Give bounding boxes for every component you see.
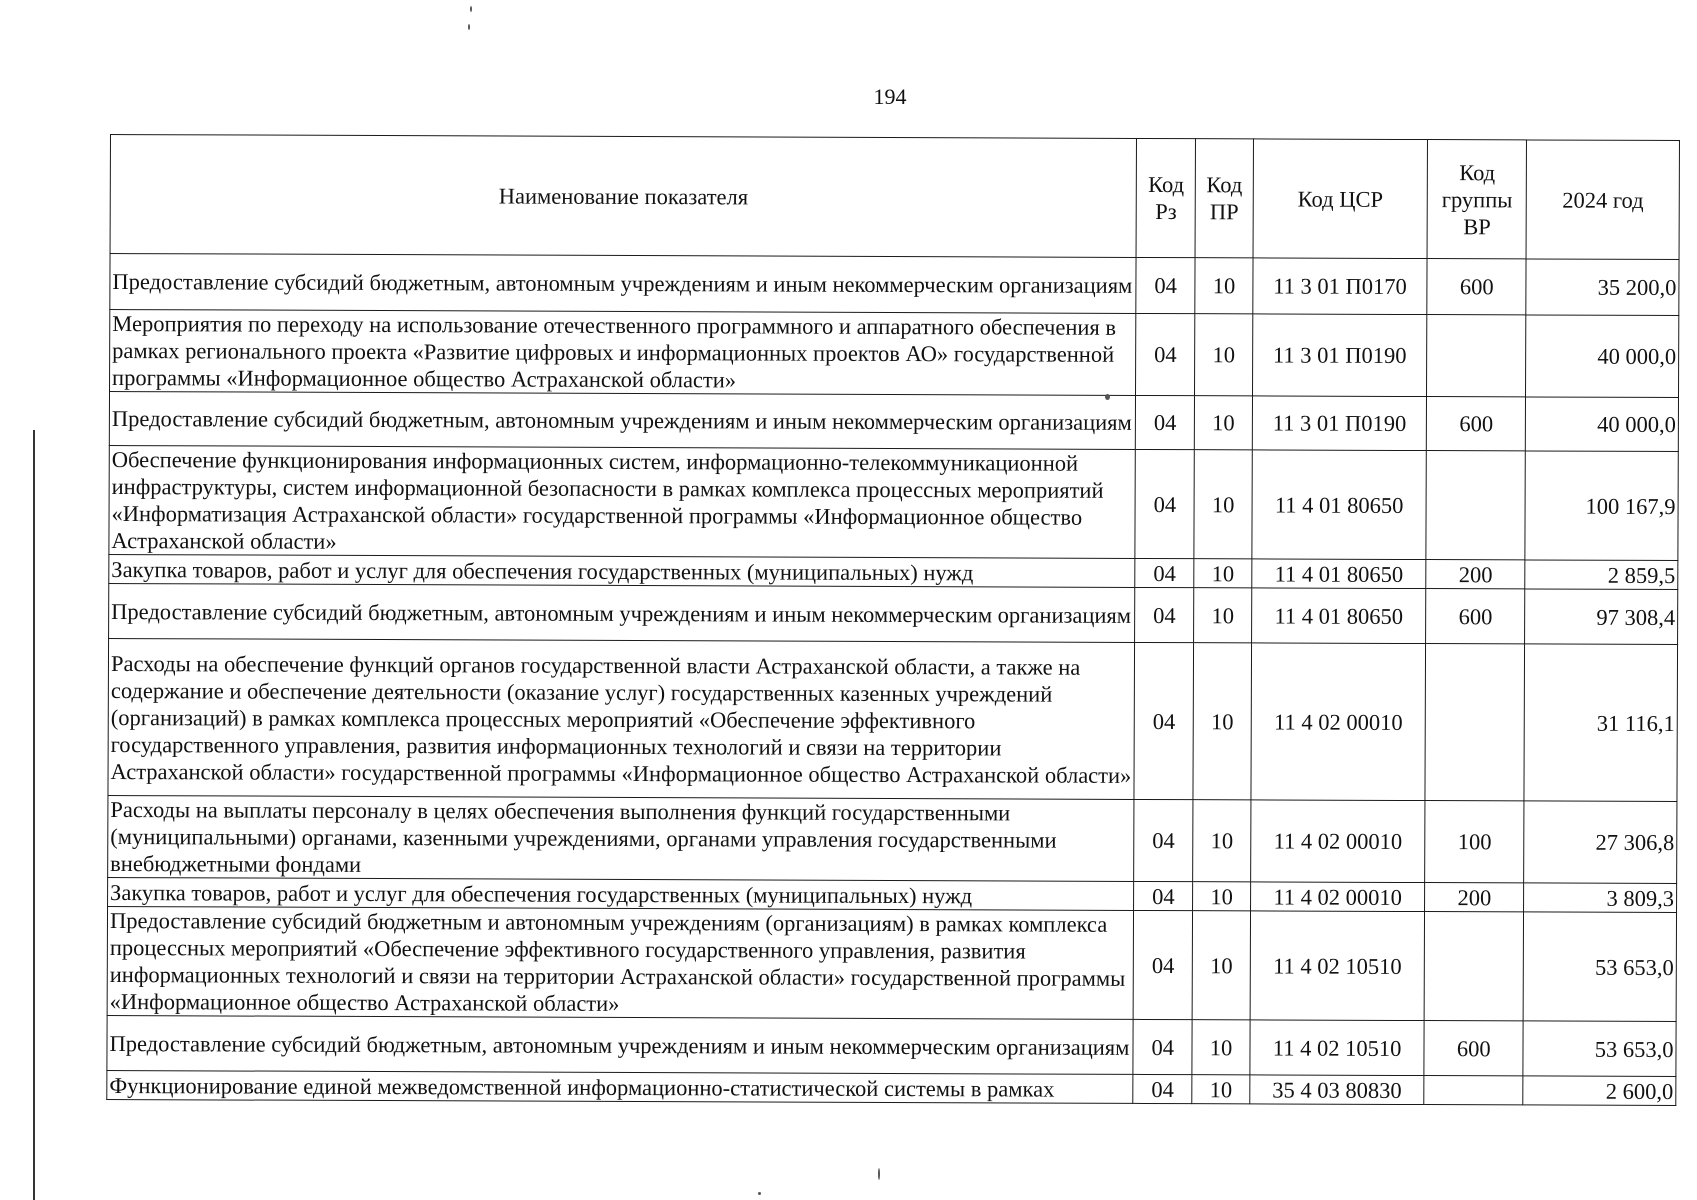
row-name: Функционирование единой межведомственной информационно-статистической системы в рамках: [107, 1070, 1133, 1103]
row-name: Закупка товаров, работ и услуг для обеспечения государственных (муниципальных) нужд: [109, 554, 1135, 587]
row-csr: 11 4 02 10510: [1250, 1020, 1425, 1076]
header-name: Наименование показателя: [110, 135, 1137, 258]
row-rz: 04: [1134, 881, 1193, 910]
header-csr: Код ЦСР: [1253, 139, 1428, 259]
row-pr: 10: [1195, 258, 1253, 314]
row-vr: 600: [1427, 397, 1526, 451]
row-name: Мероприятия по переходу на использование отечественного программного и аппаратного обеспечения в рамках регионального проекта «Развитие цифровых и информационных проектов АО» государственной программы «Информационное общество Астраханской области»: [110, 310, 1137, 396]
row-rz: 04: [1134, 642, 1193, 799]
row-rz: 04: [1135, 587, 1194, 642]
table-row: [107, 1070, 1676, 1105]
row-amount: 35 200,0: [1526, 259, 1679, 316]
table-row: [109, 445, 1678, 560]
row-vr: 600: [1426, 589, 1525, 644]
header-vr: Код группы ВР: [1427, 140, 1527, 259]
header-rz: Код Рз: [1136, 138, 1195, 257]
row-pr: 10: [1192, 1075, 1250, 1104]
row-name: Предоставление субсидий бюджетным, автономным учреждениям и иным некоммерческим организациям: [109, 583, 1136, 642]
table-row: [107, 1015, 1676, 1076]
row-amount: 27 306,8: [1524, 801, 1677, 884]
row-amount: 31 116,1: [1524, 644, 1677, 802]
table-row: [110, 254, 1679, 316]
row-rz: 04: [1133, 1074, 1192, 1103]
row-csr: 35 4 03 80830: [1250, 1075, 1424, 1105]
row-amount: 53 653,0: [1524, 912, 1677, 1022]
budget-table-wrapper: [106, 134, 1680, 1106]
table-row: [110, 310, 1679, 398]
row-amount: 2 859,5: [1525, 560, 1678, 590]
row-pr: 10: [1194, 450, 1252, 559]
table-row: [109, 583, 1678, 644]
row-vr: [1426, 451, 1526, 560]
row-csr: 11 4 02 00010: [1251, 800, 1426, 883]
row-vr: [1424, 912, 1524, 1021]
row-rz: 04: [1134, 799, 1193, 881]
row-amount: 100 167,9: [1525, 451, 1678, 561]
table-row: [108, 638, 1678, 801]
row-name: Расходы на выплаты персоналу в целях обеспечения выполнения функций государственными (муниципальными) органами, казенными учреждениями, органами управления государственными внебюджетными фондами: [108, 795, 1135, 881]
row-rz: 04: [1136, 395, 1195, 449]
row-name: Предоставление субсидий бюджетным, автономным учреждениям и иным некоммерческим организациям: [110, 254, 1137, 314]
row-vr: [1425, 644, 1525, 801]
row-csr: 11 4 02 00010: [1251, 643, 1426, 801]
row-csr: 11 4 01 80650: [1252, 450, 1427, 560]
scan-binding-edge-line: [33, 430, 35, 1200]
row-vr: [1424, 1076, 1523, 1105]
row-vr: 600: [1424, 1021, 1523, 1076]
row-vr: 200: [1426, 560, 1525, 589]
row-csr: 11 4 01 80650: [1252, 559, 1426, 589]
row-vr: [1427, 315, 1526, 397]
row-pr: 10: [1192, 911, 1250, 1020]
scan-speck: [468, 24, 470, 30]
row-rz: 04: [1135, 558, 1194, 587]
row-pr: 10: [1193, 882, 1251, 911]
row-name: Закупка товаров, работ и услуг для обеспечения государственных (муниципальных) нужд: [108, 877, 1134, 910]
scan-speck: [878, 1168, 880, 1180]
scan-speck: [758, 1192, 761, 1195]
row-rz: 04: [1133, 1019, 1192, 1074]
scan-speck: [470, 6, 472, 12]
header-year: 2024 год: [1526, 140, 1679, 260]
row-csr: 11 3 01 П0190: [1252, 396, 1427, 451]
budget-table: [106, 134, 1680, 1106]
row-csr: 11 4 01 80650: [1251, 588, 1426, 644]
row-name: Предоставление субсидий бюджетным, автономным учреждениям и иным некоммерческим организациям: [109, 392, 1136, 450]
row-pr: 10: [1194, 588, 1252, 643]
row-vr: 200: [1425, 883, 1524, 912]
row-pr: 10: [1193, 643, 1251, 800]
row-rz: 04: [1133, 910, 1192, 1019]
row-amount: 40 000,0: [1526, 315, 1679, 398]
row-csr: 11 3 01 П0190: [1252, 314, 1427, 397]
scan-speck: [1105, 394, 1110, 400]
row-csr: 11 3 01 П0170: [1253, 258, 1428, 315]
row-amount: 2 600,0: [1523, 1076, 1676, 1106]
table-header-row: [110, 135, 1679, 260]
row-pr: 10: [1195, 314, 1253, 396]
row-vr: 600: [1427, 259, 1526, 315]
table-row: [108, 795, 1677, 883]
row-name: Предоставление субсидий бюджетным, автономным учреждениям и иным некоммерческим организациям: [107, 1015, 1134, 1074]
header-pr: Код ПР: [1195, 139, 1253, 258]
row-amount: 97 308,4: [1525, 589, 1678, 645]
row-name: Расходы на обеспечение функций органов государственной власти Астраханской области, а также на содержание и обеспечение деятельности (оказание услуг) государственных казенных учреждений (организаций) в рамках комплекса процессных мероприятий «Обеспечение эффективного государственного управления, развития информационных технологий и связи на территории Астраханской области» государственной программы «Информационное общество Астраханской области»: [108, 638, 1135, 799]
row-csr: 11 4 02 00010: [1250, 882, 1424, 912]
row-pr: 10: [1192, 1020, 1250, 1075]
row-rz: 04: [1135, 449, 1194, 558]
table-row: [107, 906, 1676, 1021]
row-rz: 04: [1136, 257, 1195, 313]
row-vr: 100: [1425, 801, 1524, 883]
row-amount: 3 809,3: [1524, 883, 1677, 913]
row-name: Обеспечение функционирования информационных систем, информационно-телекоммуникационной инфраструктуры, систем информационной безопасности в рамках комплекса процессных мероприятий «Информатизация Астраханской области» государственной программы «Информационное общество Астраханской области»: [109, 445, 1136, 558]
row-pr: 10: [1194, 396, 1252, 450]
row-rz: 04: [1136, 313, 1195, 395]
row-csr: 11 4 02 10510: [1250, 911, 1425, 1021]
row-pr: 10: [1193, 800, 1251, 882]
row-pr: 10: [1194, 559, 1252, 588]
row-name: Предоставление субсидий бюджетным и автономным учреждениям (организациям) в рамках комплекса процессных мероприятий «Обеспечение эффективного государственного управления, развития информационных технологий и связи на территории Астраханской области» государственной программы «Информационное общество Астраханской области»: [107, 906, 1134, 1019]
row-amount: 40 000,0: [1526, 397, 1679, 452]
row-amount: 53 653,0: [1523, 1021, 1676, 1077]
table-row: [109, 392, 1678, 452]
page-number: 194: [873, 84, 907, 109]
